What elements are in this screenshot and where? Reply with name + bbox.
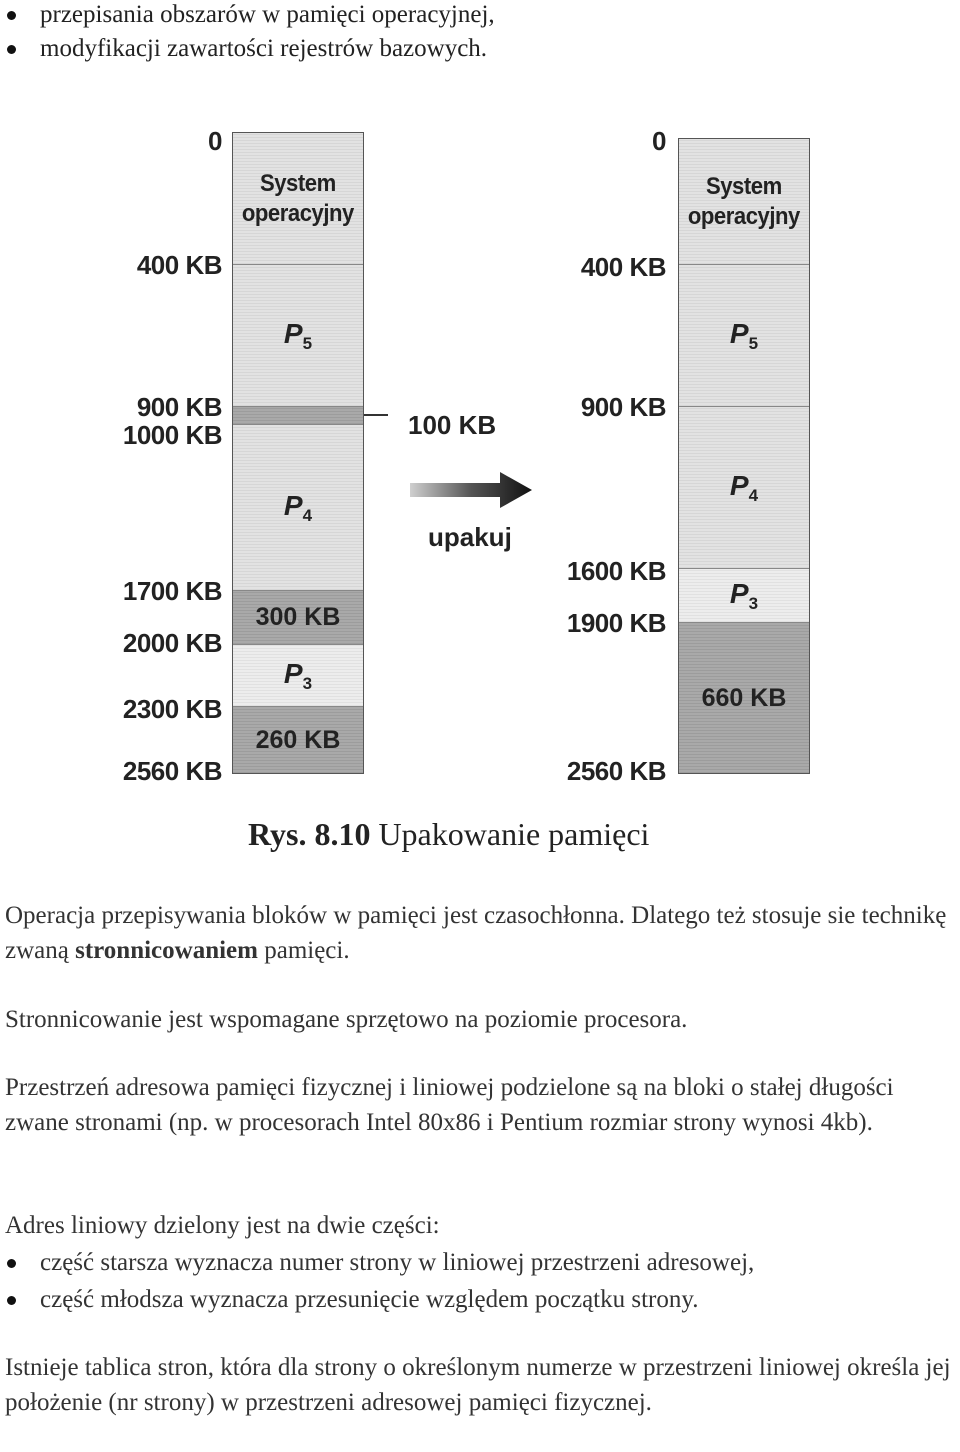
paragraph: Przestrzeń adresowa pamięci fizycznej i liniowej podzielone są na bloki o stałej długości zwane stronami (np. w procesorach Intel 80x86 i Pentium rozmiar strony wynosi 4kb).: [5, 1074, 894, 1136]
free-hole-block: 300 KB: [233, 591, 363, 645]
free-hole-block: 660 KB: [679, 623, 809, 773]
process-block-p5: $P_5$: [233, 265, 363, 407]
paragraph: Stronnicowanie jest wspomagane sprzętowo na poziomie procesora.: [5, 1006, 688, 1033]
memory-compaction-figure: [0, 110, 960, 870]
left-address-label: 1700 KB: [122, 576, 222, 606]
gap-size-label: 100 KB: [408, 410, 497, 440]
bullet-icon: [7, 1296, 16, 1305]
paragraph: Istnieje tablica stron, która dla strony o określonym numerze w przestrzeni liniowej określa jej położenie (nr strony) w przestrzeni adresowej pamięci fizycznej.: [5, 1354, 951, 1416]
left-address-label: 2000 KB: [122, 628, 222, 658]
right-address-label: 900 KB: [580, 392, 666, 422]
paragraph: Operacja przepisywania bloków w pamięci jest czasochłonna. Dlatego też stosuje sie technikę zwaną stronnicowaniem pamięci.: [5, 902, 947, 964]
left-address-label: 2300 KB: [122, 694, 222, 724]
left-address-label: 1000 KB: [122, 420, 222, 450]
process-block-p5: $P_5$: [679, 265, 809, 407]
free-hole-block: 260 KB: [233, 707, 363, 773]
left-address-label: 2560 KB: [122, 756, 222, 786]
right-address-label: 0: [652, 126, 666, 156]
right-address-label: 1900 KB: [566, 608, 666, 638]
right-arrow-icon: [410, 472, 534, 508]
right-address-label: 1600 KB: [566, 556, 666, 586]
memory-column-before: [232, 132, 364, 774]
os-block: System operacyjny: [233, 133, 363, 265]
bullet-icon: [7, 11, 16, 20]
bullet-icon: [7, 1259, 16, 1268]
os-block: System operacyjny: [679, 139, 809, 265]
process-block-p3: $P_3$: [679, 569, 809, 623]
bullet-icon: [7, 45, 16, 54]
right-address-label: 400 KB: [580, 252, 666, 282]
left-address-label: 400 KB: [136, 250, 222, 280]
process-block-p3: $P_3$: [233, 645, 363, 707]
gap-pointer-line: [364, 414, 388, 416]
process-block-p4: $P_4$: [233, 425, 363, 591]
memory-column-after: [678, 138, 810, 774]
left-address-label: 900 KB: [136, 392, 222, 422]
compact-label: upakuj: [428, 522, 512, 552]
figure-caption: Rys. 8.10 Upakowanie pamięci: [248, 816, 650, 852]
left-address-label: 0: [208, 126, 222, 156]
process-block-p4: $P_4$: [679, 407, 809, 569]
paragraph: Adres liniowy dzielony jest na dwie części:: [5, 1212, 440, 1239]
right-address-label: 2560 KB: [566, 756, 666, 786]
free-hole-block: [233, 407, 363, 425]
